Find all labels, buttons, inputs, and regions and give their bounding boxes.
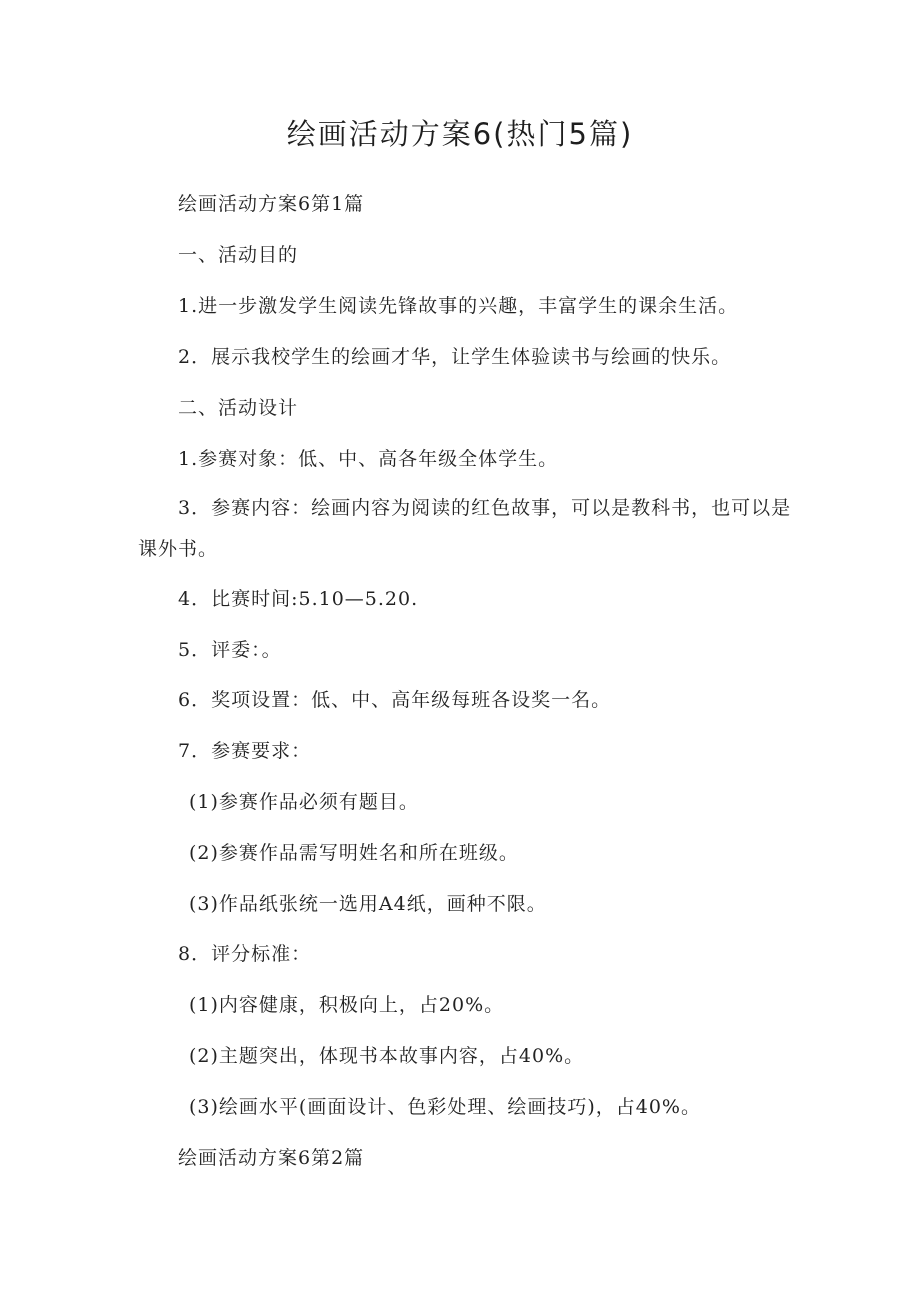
paragraph-purpose-1: 1.进一步激发学生阅读先锋故事的兴趣，丰富学生的课余生活。: [178, 295, 739, 317]
document-title: 绘画活动方案6(热门5篇): [286, 117, 634, 151]
scoring-item-2: (2)主题突出，体现书本故事内容，占40%。: [189, 1045, 585, 1067]
section-heading-part2: 绘画活动方案6第2篇: [178, 1147, 365, 1169]
section-heading-part1: 绘画活动方案6第1篇: [178, 193, 365, 215]
requirement-item-1: (1)参赛作品必须有题目。: [189, 791, 419, 813]
requirement-item-2: (2)参赛作品需写明姓名和所在班级。: [189, 842, 519, 864]
paragraph-judges: 5．评委：。: [178, 639, 282, 661]
paragraph-requirements: 7．参赛要求：: [178, 740, 312, 762]
paragraph-participants: 1.参赛对象：低、中、高各年级全体学生。: [178, 448, 559, 470]
paragraph-contest-time: 4．比赛时间:5.10—5.20.: [178, 588, 419, 610]
heading-activity-design: 二、活动设计: [178, 397, 299, 419]
paragraph-contest-content: 3．参赛内容：绘画内容为阅读的红色故事，可以是教科书，也可以是课外书。: [138, 497, 792, 560]
paragraph-scoring: 8．评分标准：: [178, 943, 312, 965]
scoring-item-1: (1)内容健康，积极向上，占20%。: [189, 994, 505, 1016]
requirement-item-3: (3)作品纸张统一选用A4纸，画种不限。: [189, 893, 547, 915]
paragraph-purpose-2: 2．展示我校学生的绘画才华，让学生体验读书与绘画的快乐。: [178, 346, 732, 368]
paragraph-awards: 6．奖项设置：低、中、高年级每班各设奖一名。: [178, 689, 612, 711]
heading-activity-purpose: 一、活动目的: [178, 244, 299, 266]
scoring-item-3: (3)绘画水平(画面设计、色彩处理、绘画技巧)，占40%。: [189, 1096, 701, 1118]
